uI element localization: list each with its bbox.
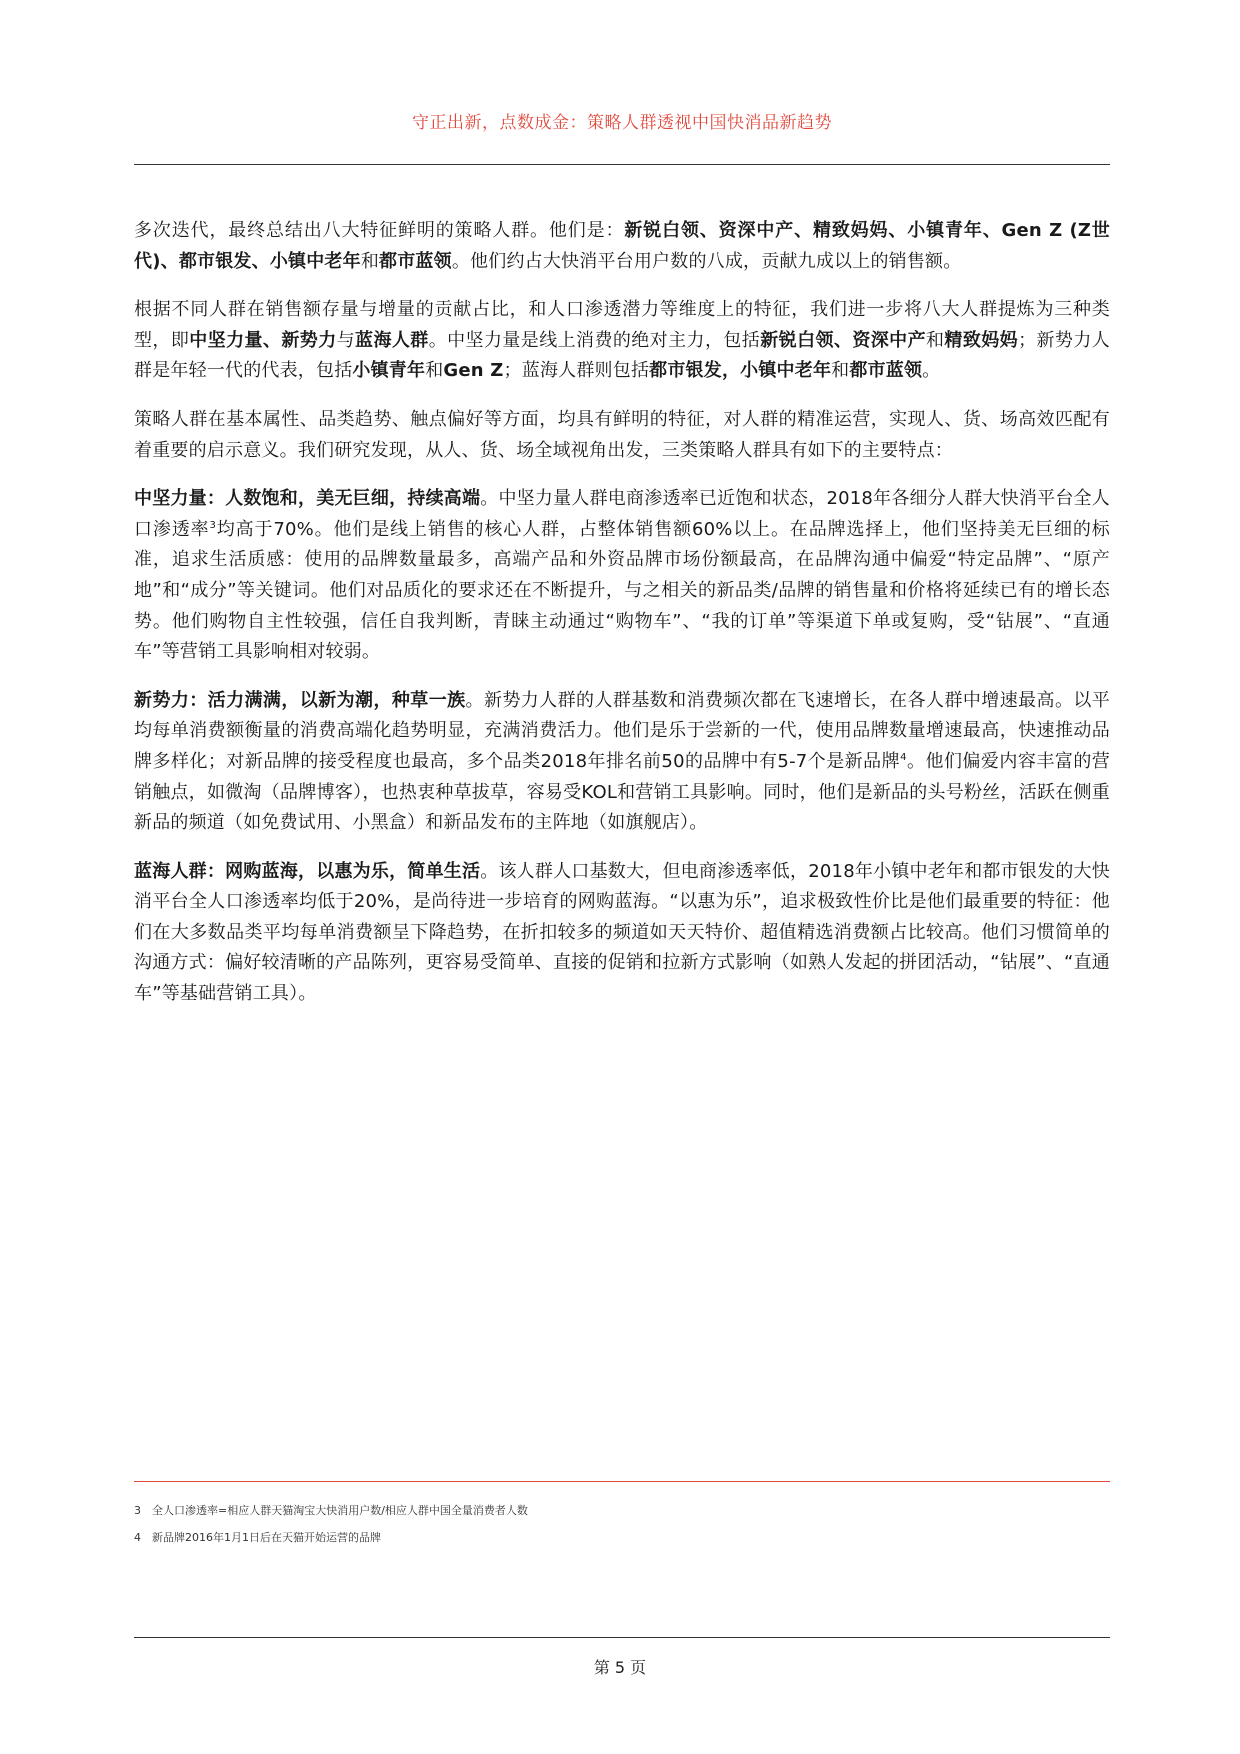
paragraph-strategy-groups — [134, 216, 1110, 277]
paragraph-blue-ocean — [134, 857, 1110, 1010]
footnote-number: 3 — [134, 1504, 141, 1517]
document-header-title: 守正出新，点数成金：策略人群透视中国快消品新趋势 — [412, 113, 832, 133]
bold-span: 中坚力量、新势力 — [189, 329, 337, 351]
bold-span: 新锐白领、资深中产 — [760, 329, 926, 351]
footnote-text: 新品牌2016年1月1日后在天猫开始运营的品牌 — [152, 1531, 381, 1544]
text-span: 。新势力人群的人群基数和消费频次都在飞速增长，在各人群中增速最高。以平均每单消费额衡量的消费高端化趋势明显，充满消费活力。他们是乐于尝新的一代，使用品牌数量增速最高，快速推动品牌多样化；对新品牌的接受程度也最高，多个品类2018年排名前50的品牌中有5-7个是新品牌 — [134, 689, 1110, 772]
paragraph-three-types — [134, 295, 1110, 387]
paragraph-core-force — [134, 484, 1110, 668]
bold-span: 蓝海人群 — [355, 329, 429, 351]
bold-span: Gen Z — [443, 360, 504, 382]
page-number: 第 5 页 — [593, 1658, 647, 1677]
footnote-divider — [134, 1481, 1110, 1482]
footnote-item — [134, 1524, 1110, 1551]
bold-span: 小镇青年 — [352, 360, 426, 382]
text-span: 和 — [425, 360, 444, 382]
text-span: 。 — [922, 360, 941, 382]
footer-divider — [134, 1637, 1110, 1638]
bold-span: 中坚力量：人数饱和，美无巨细，持续高端 — [134, 488, 481, 510]
text-span: 。中坚力量是线上消费的绝对主力，包括 — [428, 329, 761, 351]
footnote-item — [134, 1497, 1110, 1524]
text-span: ；蓝海人群则包括 — [503, 360, 650, 382]
text-span: 和 — [831, 360, 850, 382]
bold-span: 新锐白领、资深中产、精致妈妈、小镇青年、Gen Z (Z世代)、都市银发、小镇中老年 — [134, 220, 1110, 272]
text-span: 。他们偏爱内容丰富的营销触点，如微淘（品牌博客），也热衷种草拔草，容易受KOL和营销工具影响。同时，他们是新品的头号粉丝，活跃在侧重新品的频道（如免费试用、小黑盒）和新品发布的主阵地（如旗舰店）。 — [134, 750, 1111, 834]
text-span: 和 — [926, 329, 945, 351]
text-span: 策略人群在基本属性、品类趋势、触点偏好等方面，均具有鲜明的特征，对人群的精准运营，实现人、货、场高效匹配有着重要的启示意义。我们研究发现，从人、货、场全域视角出发，三类策略人群具有如下的主要特点： — [134, 408, 1110, 461]
footnotes — [134, 1497, 1110, 1551]
bold-span: 都市蓝领 — [379, 250, 452, 272]
paragraph-new-force — [134, 686, 1110, 839]
header-divider — [134, 164, 1110, 165]
body-text — [134, 216, 1110, 1028]
text-span: 根据不同人群在销售额存量与增量的贡献占比，和人口渗透潜力等维度上的特征，我们进一步将八大人群提炼为三种类型，即 — [134, 299, 1110, 351]
footnote-ref: 3 — [209, 519, 217, 531]
bold-span: 都市银发，小镇中老年 — [649, 360, 832, 382]
bold-span: 蓝海人群：网购蓝海，以惠为乐，简单生活 — [134, 860, 481, 882]
bold-span: 精致妈妈 — [944, 329, 1019, 351]
footnote-number: 4 — [134, 1531, 141, 1544]
footnote-ref: 4 — [900, 751, 907, 763]
text-span: 。中坚力量人群电商渗透率已近饱和状态，2018年各细分人群大快消平台全人口渗透率 — [134, 488, 1110, 540]
text-span: 均高于70%。他们是线上销售的核心人群，占整体销售额60%以上。在品牌选择上，他们坚持美无巨细的标准，追求生活质感：使用的品牌数量最多，高端产品和外资品牌市场份额最高，在品牌沟通中偏爱“特定品牌”、“原产地”和“成分”等关键词。他们对品质化的要求还在不断提升，与之相关的新品类/品牌的销售量和价格将延续已有的增长态势。他们购物自主性较强，信任自我判断，青睐主动通过“购物车”、“我的订单”等渠道下单或复购，受“钻展”、“直通车”等营销工具影响相对较弱。 — [134, 518, 1110, 663]
text-span: 。该人群人口基数大，但电商渗透率低，2018年小镇中老年和都市银发的大快消平台全人口渗透率均低于20%，是尚待进一步培育的网购蓝海。“以惠为乐”，追求极致性价比是他们最重要的特征：他们在大多数品类平均每单消费额呈下降趋势，在折扣较多的频道如天天特价、超值精选消费额占比较高。他们习惯简单的沟通方式：偏好较清晰的产品陈列，更容易受简单、直接的促销和拉新方式影响（如熟人发起的拼团活动，“钻展”、“直通车”等基础营销工具）。 — [134, 860, 1110, 1005]
bold-span: 新势力：活力满满，以新为潮，种草一族 — [134, 689, 466, 711]
bold-span: 都市蓝领 — [849, 360, 923, 382]
text-span: ；新势力人群是年轻一代的代表，包括 — [134, 329, 1110, 382]
text-span: 与 — [336, 329, 356, 351]
text-span: 。他们约占大快消平台用户数的八成，贡献九成以上的销售额。 — [451, 250, 962, 272]
footnote-text: 全人口渗透率=相应人群天猫淘宝大快消用户数/相应人群中国全量消费者人数 — [152, 1504, 528, 1517]
text-span: 和 — [360, 250, 380, 272]
text-span: 多次迭代，最终总结出八大特征鲜明的策略人群。他们是： — [134, 220, 625, 241]
paragraph-features-intro — [134, 405, 1110, 466]
